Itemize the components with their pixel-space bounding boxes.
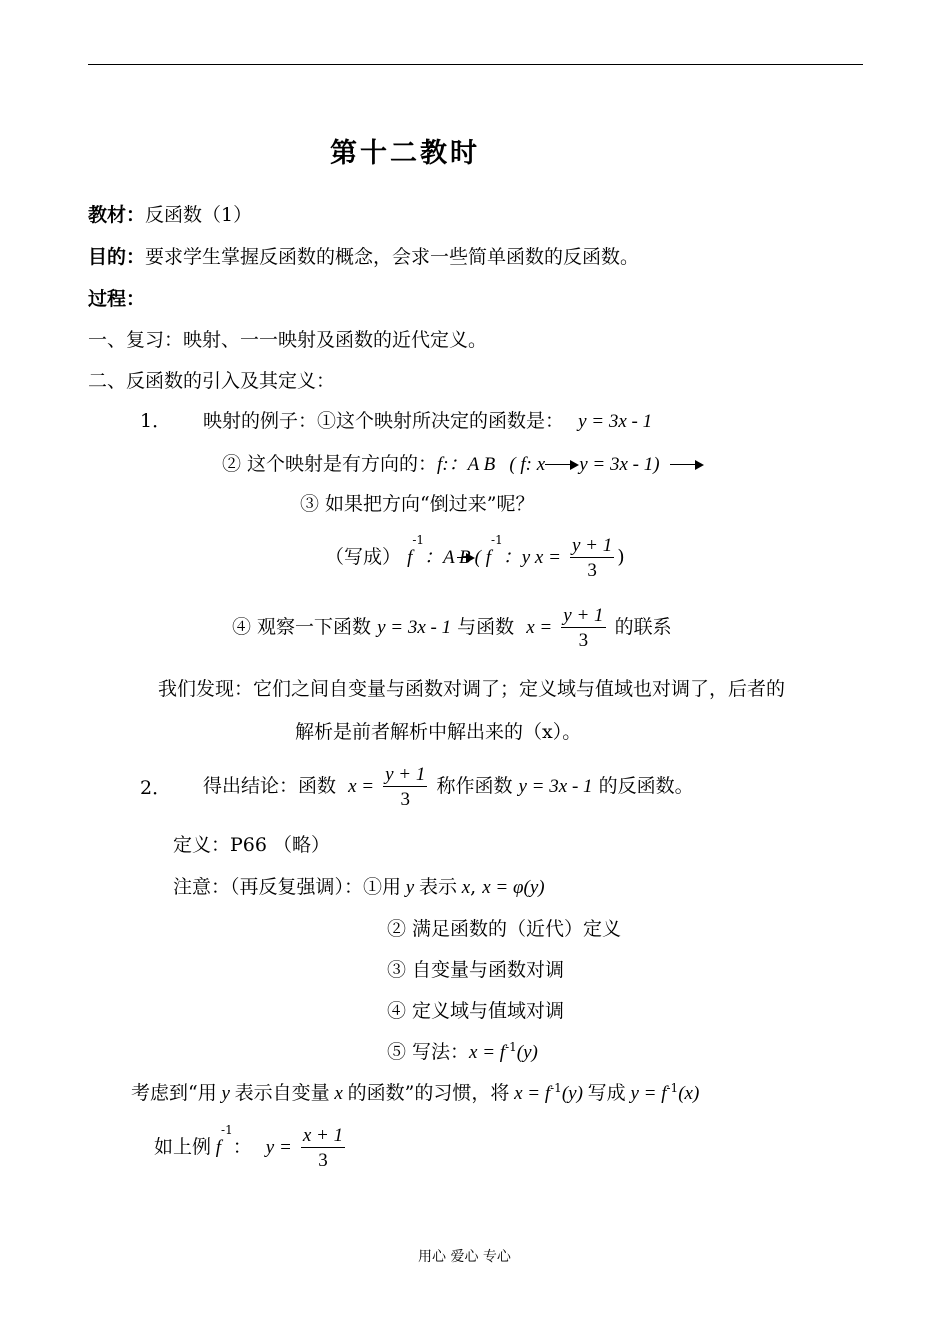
item1-line: [203, 412, 652, 431]
notes-line-4: ④ 定义域与值域对调: [387, 1000, 565, 1022]
item1-c2-text: ② 这个映射是有方向的：: [222, 453, 438, 475]
material-text: 反函数（1）: [145, 204, 253, 226]
fraction-denominator: 3: [400, 789, 410, 810]
purpose-label: 目的：: [88, 246, 146, 268]
c4-prefix: ④ 观察一下函数: [232, 616, 372, 638]
c4-suffix: 的联系: [614, 616, 672, 638]
page-footer: 用心 爱心 专心: [418, 1249, 511, 1265]
close-paren: ): [617, 546, 625, 568]
review-line: 一、复习：映射、一一映射及函数的近代定义。: [88, 329, 488, 351]
written-b-rest: ：y x =: [502, 547, 561, 568]
page-title: 第十二教时: [330, 138, 480, 169]
fraction: [570, 536, 614, 580]
notes-n5: ⑤ 写法：: [387, 1041, 470, 1063]
fraction-numerator: y + 1: [385, 764, 426, 785]
item1-c2-line: [222, 455, 704, 474]
item1-text: 映射的例子：①这个映射所决定的函数是：: [203, 410, 565, 432]
c4-formula1: y = 3x - 1: [377, 617, 452, 638]
item2-mid: 称作函数: [436, 775, 513, 797]
written-sup: -1: [412, 533, 425, 547]
notes-line-2: ② 满足函数的（近代）定义: [387, 918, 622, 940]
notes-label: 注意：（再反复强调）：①用: [173, 876, 402, 898]
intro-line: 二、反函数的引入及其定义：: [88, 370, 336, 392]
item1-c2-formula-a: f:：A B: [437, 454, 496, 475]
fraction-numerator: x + 1: [302, 1125, 344, 1146]
fraction-denominator: 3: [587, 560, 597, 581]
c4-x: x =: [526, 617, 553, 638]
header-rule: [88, 64, 863, 65]
notes-n1-rest: 表示: [418, 876, 457, 898]
consider-p1: 考虑到“用: [131, 1082, 217, 1104]
item1-num: 1．: [140, 410, 172, 432]
fraction-numerator: y + 1: [571, 535, 613, 556]
item2-num: 2．: [140, 777, 172, 799]
item2-suffix: 的反函数。: [598, 775, 694, 797]
notes-line-5: ⑤ 写法：$x = f^{-1}(y)$: [387, 1040, 538, 1063]
purpose-text: 要求学生掌握反函数的概念，会求一些简单函数的反函数。: [145, 246, 640, 268]
notes-line-3: ③ 自变量与函数对调: [387, 959, 565, 981]
c4-mid: 与函数: [457, 616, 515, 638]
item1-written-line: [325, 533, 625, 581]
process-label: 过程：: [88, 288, 146, 310]
fraction: [301, 1126, 345, 1170]
arrow-icon: [670, 460, 704, 470]
example-label: 如上例: [154, 1136, 212, 1158]
fraction: [561, 606, 605, 650]
consider-p2: 表示自变量: [234, 1082, 330, 1104]
fraction-denominator: 3: [318, 1150, 328, 1171]
fraction-numerator: y + 1: [563, 605, 604, 626]
item1-c3: ③ 如果把方向“倒过来”呢？: [300, 493, 535, 515]
written-f: f: [407, 547, 413, 568]
finding-line-1: 我们发现：它们之间自变量与函数对调了；定义域与值域也对调了，后者的: [158, 678, 786, 700]
material-line: [88, 206, 252, 225]
example-line: 如上例 $f^{-1}$： y = $\frac{x + 1}{3}$: [154, 1123, 344, 1171]
arrow-icon: [545, 460, 579, 470]
item2-x: x =: [348, 776, 375, 797]
consider-line: 考虑到“用 y 表示自变量 x 的函数”的习惯，将 $x = f^{-1}(y)$ 写成 $y = f^{-1}(x)$: [131, 1081, 700, 1104]
item1-c4-line: [232, 606, 672, 650]
item2-line: [203, 765, 694, 809]
notes-n1-formula: x = φ(y): [482, 877, 545, 898]
item1-formula: y = 3x - 1: [578, 411, 653, 432]
item1-c2-formula-c: y = 3x - 1): [579, 454, 660, 475]
item2-text: 得出结论：函数: [203, 775, 337, 797]
consider-p3: 的函数”的习惯，将: [347, 1082, 510, 1104]
definition-line: 定义：P66 （略）: [173, 834, 331, 856]
purpose-line: [88, 248, 639, 267]
item1-c2-formula-b: ( f: x: [509, 454, 546, 475]
written-label: （写成）: [325, 546, 402, 568]
fraction-denominator: 3: [578, 630, 589, 651]
written-sup-2: -1: [491, 533, 503, 547]
item2-formula: y = 3x - 1: [518, 776, 593, 797]
consider-p4: 写成: [587, 1082, 626, 1104]
finding-line-2: 解析是前者解析中解出来的（x）。: [295, 721, 582, 743]
fraction: [383, 765, 427, 809]
material-label: 教材：: [88, 204, 146, 226]
written-rest: ：A B: [424, 547, 471, 568]
written-b: ( f: [474, 547, 492, 568]
notes-line-1: 注意：（再反复强调）：①用 y 表示 x, x = φ(y): [173, 876, 545, 898]
arrow-icon: [457, 553, 475, 563]
